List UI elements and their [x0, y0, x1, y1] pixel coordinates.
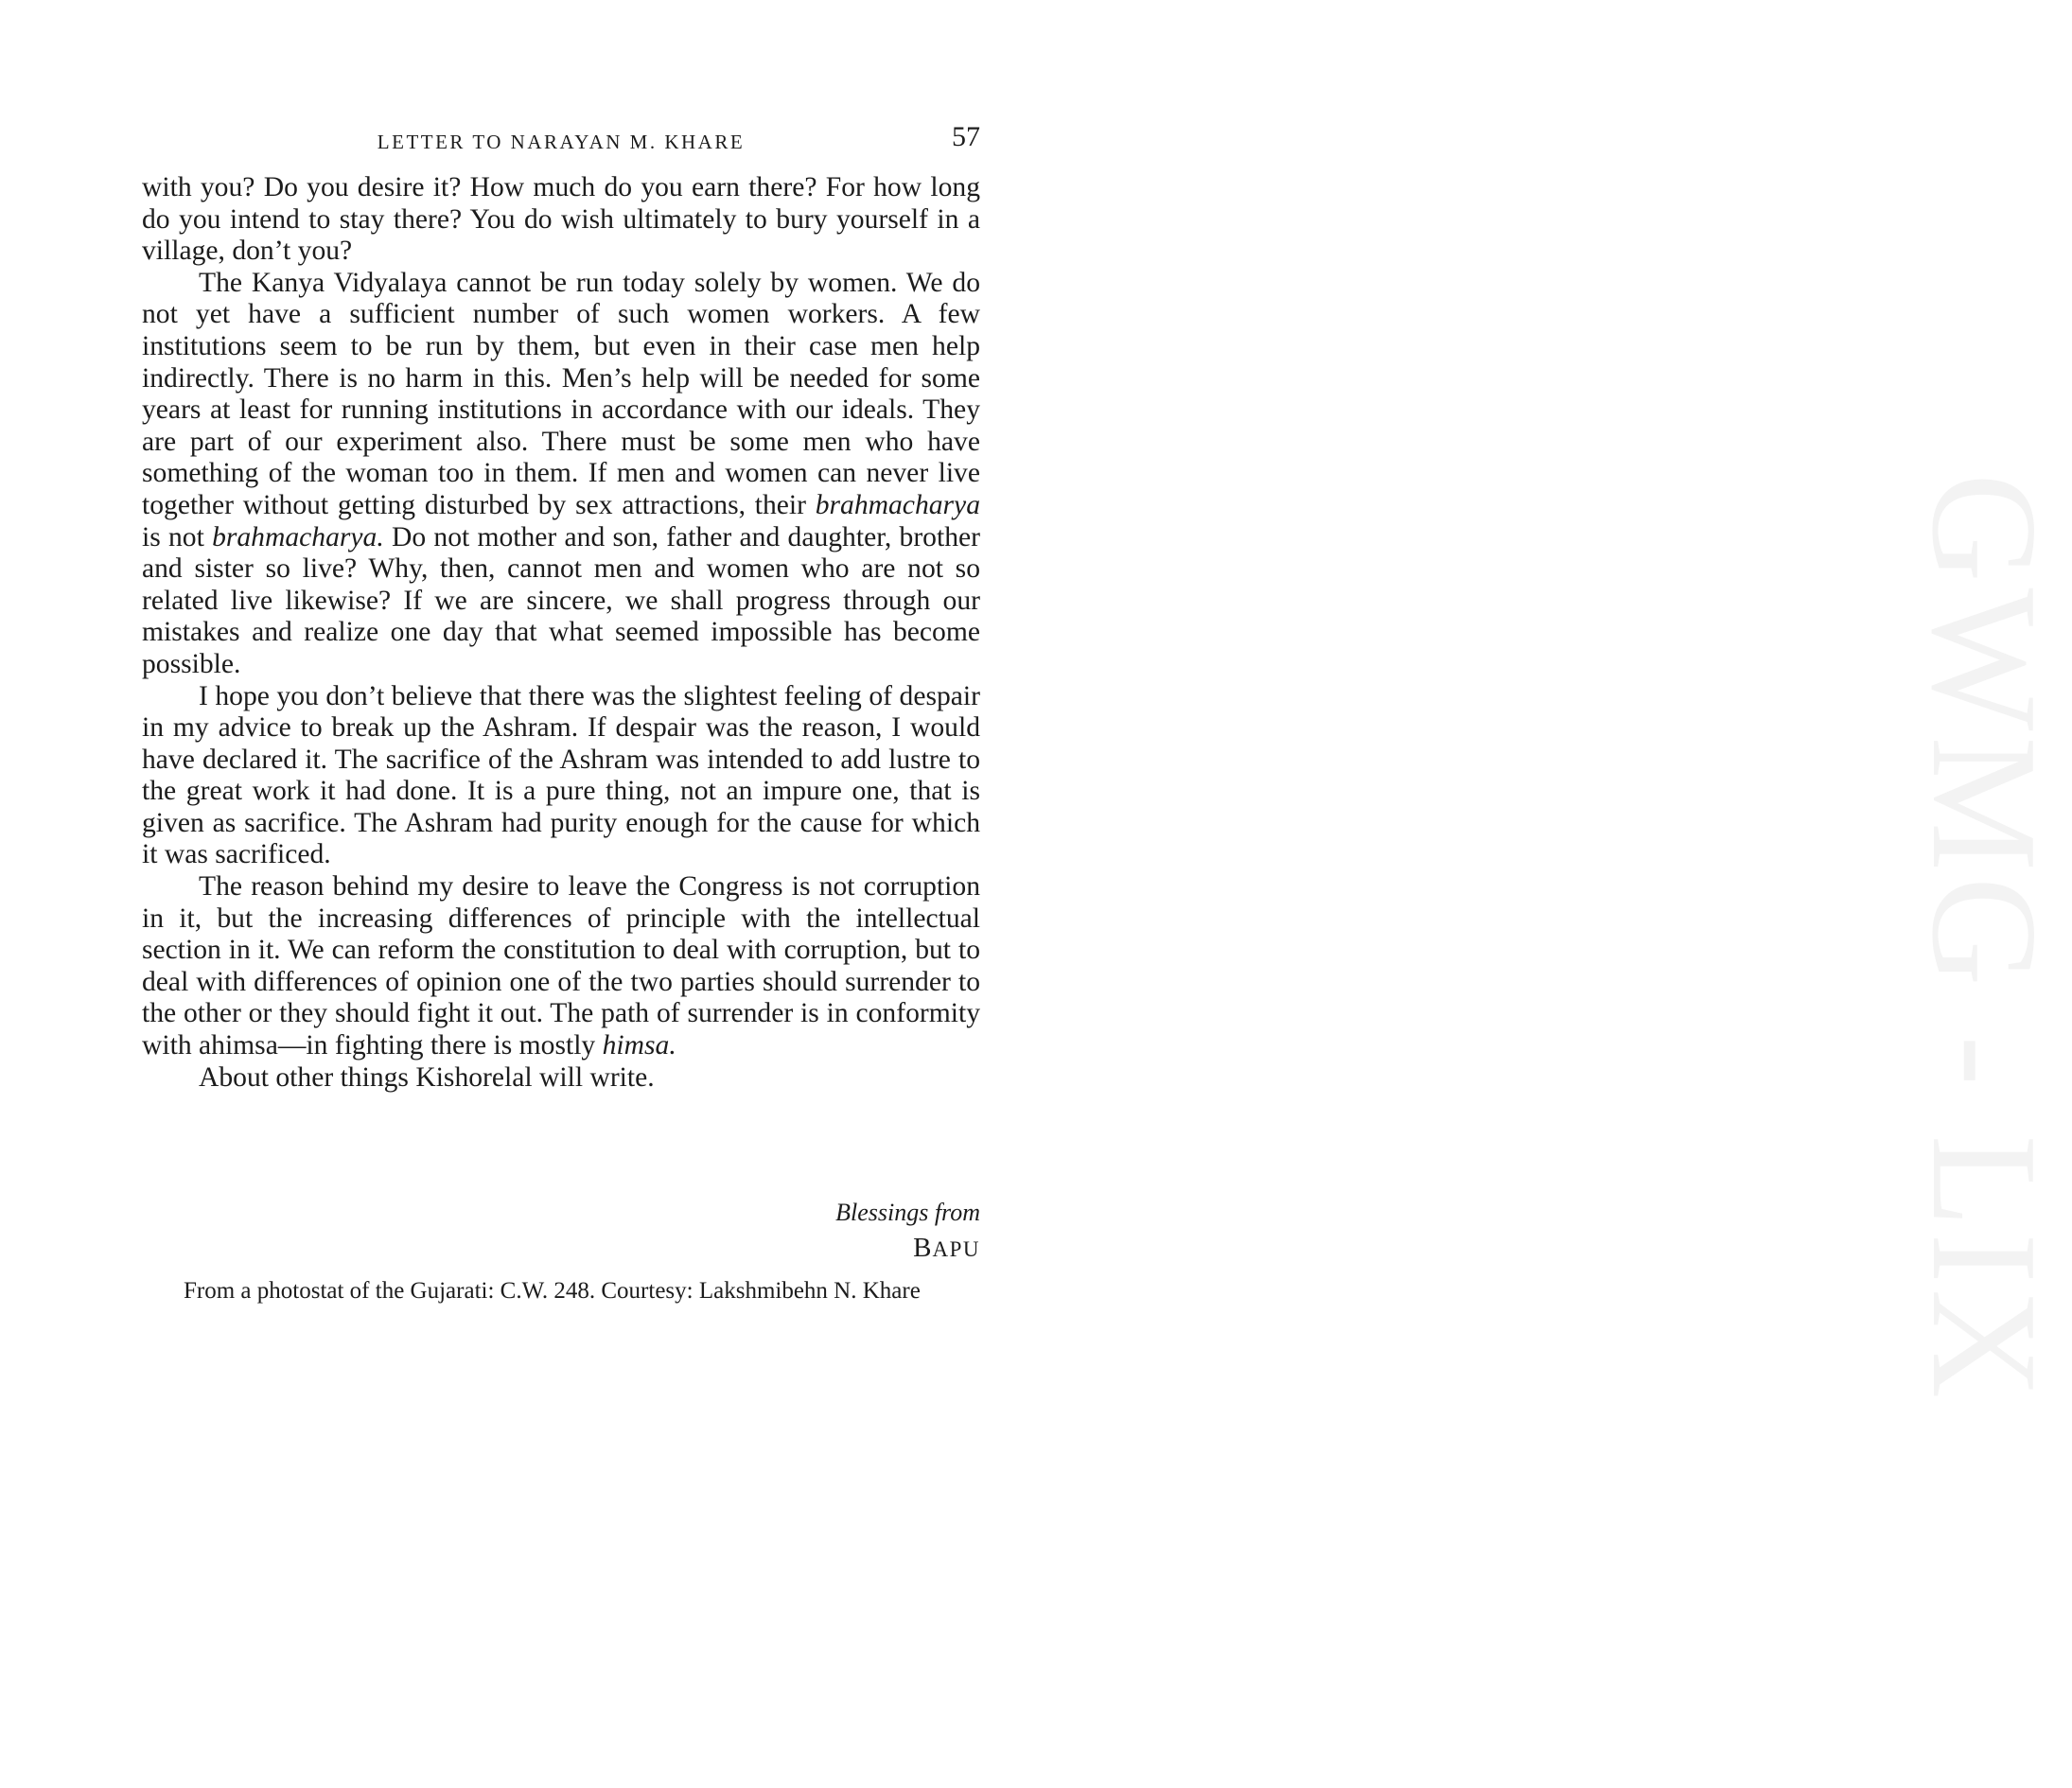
- italic-term: himsa.: [602, 1030, 676, 1061]
- paragraph: [142, 172, 980, 268]
- text-segment: is not: [142, 521, 213, 552]
- running-head: [142, 121, 980, 159]
- italic-term: brahmacharya.: [212, 521, 384, 552]
- signature-initial: B: [913, 1233, 933, 1263]
- document-page: [142, 0, 980, 1788]
- text-segment: with you? Do you desire it? How much do you earn there? For how long do you intend to stay there? You do wish ultimately to bury yourself in a village, don’t you?: [142, 172, 980, 267]
- text-segment: Do not mother and son, father and daughter, brother and sister so live? Why, then, cannot men and women who are not so related live likewise? If we are sincere, we shall progress through our mistakes and realize one day that what seemed impossible has become possible.: [142, 521, 980, 679]
- letter-body: [142, 172, 980, 1094]
- text-segment: I hope you don’t believe that there was the slightest feeling of despair in my advice to break up the Ashram. If despair was the reason, I would have declared it. The sacrifice of the Ashram was intended to add lustre to the great work it had done. It is a pure thing, not an impure one, that is given as sacrifice. The Ashram had purity enough for the cause for which it was sacrificed.: [142, 680, 980, 870]
- paragraph: [142, 1062, 980, 1095]
- watermark: [984, 473, 2069, 1405]
- paragraph: [142, 871, 980, 1062]
- closing: [835, 1197, 980, 1269]
- page-number: 57: [952, 121, 980, 152]
- source-note: [142, 1275, 980, 1307]
- text-segment: About other things Kishorelal will write.: [199, 1061, 655, 1093]
- running-title: LETTER TO NARAYAN M. KHARE: [377, 131, 746, 153]
- paragraph: [142, 268, 980, 681]
- signature: [835, 1229, 980, 1269]
- paragraph: [142, 681, 980, 872]
- watermark-text: GWMG - LIX: [1901, 473, 2069, 1405]
- blessings-line: Blessings from: [835, 1199, 980, 1226]
- signature-rest: APU: [932, 1237, 980, 1261]
- text-segment: The reason behind my desire to leave the Congress is not corruption in it, but the increasing differences of principle with the intellectual section in it. We can reform the constitution to deal with corruption, but to deal with differences of opinion one of the two parties should surrender to the other or they should fight it out. The path of surrender is in conformity with ahimsa—in fighting there is mostly: [142, 871, 980, 1061]
- source-note-text: From a photostat of the Gujarati: C.W. 248. Courtesy: Lakshmibehn N. Khare: [184, 1278, 921, 1304]
- italic-term: brahmacharya: [815, 489, 980, 520]
- text-segment: The Kanya Vidyalaya cannot be run today solely by women. We do not yet have a sufficient number of such women workers. A few institutions seem to be run by them, but even in their case men help indirectly. There is no harm in this. Men’s help will be needed for some years at least for running institutions in accordance with our ideals. They are part of our experiment also. There must be some men who have something of the woman too in them. If men and women can never live together without getting disturbed by sex attractions, their: [142, 267, 980, 520]
